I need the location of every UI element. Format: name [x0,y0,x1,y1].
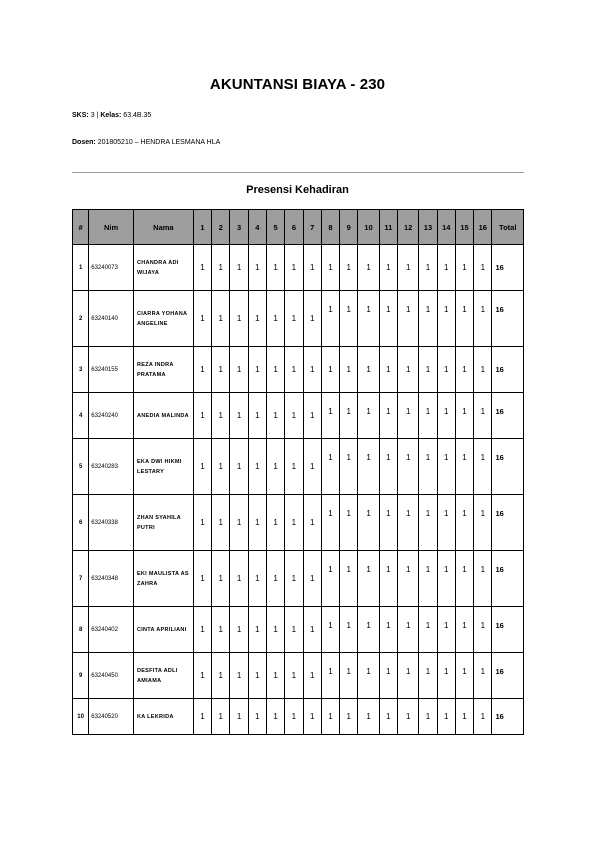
attendance-mark: 1 [340,393,358,439]
attendance-mark: 1 [437,653,455,699]
column-header: 3 [230,210,248,245]
attendance-mark: 1 [303,245,321,291]
attendance-mark: 1 [419,393,437,439]
table-row [73,551,524,607]
attendance-mark: 1 [212,607,230,653]
attendance-mark: 1 [248,439,266,495]
attendance-mark: 1 [321,439,339,495]
attendance-mark: 1 [437,393,455,439]
attendance-total: 16 [492,607,524,653]
attendance-mark: 1 [419,699,437,735]
attendance-mark: 1 [398,551,419,607]
student-nim: 63240450 [89,653,134,699]
attendance-mark: 1 [248,495,266,551]
attendance-mark: 1 [358,291,379,347]
attendance-mark: 1 [230,393,248,439]
attendance-mark: 1 [193,551,211,607]
kelas-label: Kelas: [100,112,122,119]
row-number: 6 [73,495,89,551]
attendance-mark: 1 [230,291,248,347]
column-header: 5 [266,210,284,245]
student-nim: 63240338 [89,495,134,551]
attendance-mark: 1 [303,291,321,347]
attendance-mark: 1 [419,653,437,699]
attendance-mark: 1 [266,245,284,291]
attendance-mark: 1 [266,699,284,735]
attendance-mark: 1 [340,607,358,653]
attendance-mark: 1 [379,347,397,393]
attendance-mark: 1 [455,439,473,495]
column-header: 12 [398,210,419,245]
column-header: 11 [379,210,397,245]
attendance-mark: 1 [379,245,397,291]
attendance-mark: 1 [437,245,455,291]
attendance-mark: 1 [474,393,492,439]
attendance-mark: 1 [321,347,339,393]
attendance-mark: 1 [321,495,339,551]
attendance-mark: 1 [321,291,339,347]
attendance-mark: 1 [455,393,473,439]
attendance-mark: 1 [358,699,379,735]
attendance-mark: 1 [266,393,284,439]
attendance-mark: 1 [212,347,230,393]
attendance-mark: 1 [474,439,492,495]
attendance-mark: 1 [419,291,437,347]
attendance-mark: 1 [266,291,284,347]
attendance-mark: 1 [398,653,419,699]
attendance-mark: 1 [340,245,358,291]
attendance-mark: 1 [398,245,419,291]
attendance-mark: 1 [212,291,230,347]
attendance-mark: 1 [193,245,211,291]
attendance-mark: 1 [285,551,303,607]
column-header: 8 [321,210,339,245]
attendance-mark: 1 [248,551,266,607]
attendance-mark: 1 [285,291,303,347]
attendance-mark: 1 [340,551,358,607]
attendance-mark: 1 [303,607,321,653]
row-number: 1 [73,245,89,291]
attendance-mark: 1 [379,291,397,347]
attendance-mark: 1 [398,347,419,393]
attendance-mark: 1 [230,653,248,699]
table-row [73,439,524,495]
attendance-mark: 1 [358,551,379,607]
attendance-total: 16 [492,439,524,495]
attendance-mark: 1 [303,653,321,699]
attendance-mark: 1 [437,699,455,735]
attendance-mark: 1 [230,495,248,551]
attendance-mark: 1 [230,439,248,495]
student-name: DESFITA ADLI AMIAMA [133,653,193,699]
attendance-mark: 1 [193,653,211,699]
attendance-mark: 1 [398,439,419,495]
student-nim: 63240140 [89,291,134,347]
attendance-mark: 1 [358,439,379,495]
lecturer-info [72,139,220,146]
student-nim: 63240073 [89,245,134,291]
attendance-mark: 1 [321,245,339,291]
student-name: CIARRA YOHANA ANGELINE [133,291,193,347]
attendance-mark: 1 [398,607,419,653]
column-header: 9 [340,210,358,245]
attendance-mark: 1 [455,245,473,291]
attendance-mark: 1 [340,653,358,699]
attendance-mark: 1 [212,699,230,735]
attendance-mark: 1 [230,347,248,393]
table-row [73,495,524,551]
course-title: AKUNTANSI BIAYA - 230 [209,76,386,93]
attendance-mark: 1 [285,495,303,551]
dosen-label: Dosen: [72,139,96,146]
attendance-mark: 1 [358,607,379,653]
attendance-mark: 1 [303,551,321,607]
attendance-mark: 1 [193,347,211,393]
row-number: 10 [73,699,89,735]
attendance-mark: 1 [437,439,455,495]
attendance-mark: 1 [419,551,437,607]
attendance-mark: 1 [285,607,303,653]
attendance-mark: 1 [419,607,437,653]
table-row [73,699,524,735]
attendance-mark: 1 [340,495,358,551]
attendance-mark: 1 [340,347,358,393]
student-nim: 63240240 [89,393,134,439]
attendance-total: 16 [492,291,524,347]
table-row [73,607,524,653]
attendance-mark: 1 [455,653,473,699]
attendance-mark: 1 [193,439,211,495]
column-header: 13 [419,210,437,245]
attendance-mark: 1 [474,495,492,551]
student-nim: 63240283 [89,439,134,495]
student-name: CHANDRA ADI WIJAYA [133,245,193,291]
attendance-mark: 1 [340,291,358,347]
attendance-mark: 1 [285,393,303,439]
attendance-mark: 1 [455,699,473,735]
attendance-mark: 1 [303,699,321,735]
attendance-mark: 1 [474,653,492,699]
attendance-mark: 1 [248,653,266,699]
attendance-mark: 1 [379,495,397,551]
attendance-mark: 1 [248,607,266,653]
attendance-mark: 1 [230,245,248,291]
attendance-mark: 1 [455,551,473,607]
attendance-mark: 1 [474,551,492,607]
row-number: 8 [73,607,89,653]
column-header: 7 [303,210,321,245]
attendance-mark: 1 [437,291,455,347]
attendance-mark: 1 [358,347,379,393]
attendance-total: 16 [492,551,524,607]
attendance-mark: 1 [379,607,397,653]
attendance-mark: 1 [321,393,339,439]
attendance-mark: 1 [212,653,230,699]
column-header: 15 [455,210,473,245]
column-header: 14 [437,210,455,245]
table-row [73,347,524,393]
attendance-mark: 1 [266,551,284,607]
attendance-mark: 1 [285,653,303,699]
attendance-mark: 1 [455,607,473,653]
attendance-mark: 1 [379,393,397,439]
student-nim: 63240402 [89,607,134,653]
attendance-mark: 1 [285,347,303,393]
attendance-mark: 1 [212,495,230,551]
attendance-mark: 1 [358,495,379,551]
attendance-mark: 1 [398,291,419,347]
attendance-mark: 1 [358,393,379,439]
attendance-mark: 1 [398,699,419,735]
dosen-value: 201805210 – HENDRA LESMANA HLA [97,139,221,146]
attendance-mark: 1 [419,347,437,393]
attendance-mark: 1 [321,699,339,735]
attendance-mark: 1 [193,495,211,551]
column-header: Total [492,210,524,245]
attendance-mark: 1 [437,347,455,393]
row-number: 4 [73,393,89,439]
attendance-mark: 1 [248,393,266,439]
attendance-mark: 1 [266,653,284,699]
student-nim: 63240520 [89,699,134,735]
sks-label: SKS: [72,112,89,119]
attendance-mark: 1 [248,291,266,347]
column-header: Nim [89,210,134,245]
student-name: ZHAN SYAHILA PUTRI [133,495,193,551]
attendance-total: 16 [492,653,524,699]
table-header-row [73,210,524,245]
student-nim: 63240155 [89,347,134,393]
table-row [73,291,524,347]
column-header: 10 [358,210,379,245]
attendance-mark: 1 [212,551,230,607]
attendance-mark: 1 [379,653,397,699]
column-header: 1 [193,210,211,245]
attendance-mark: 1 [455,347,473,393]
student-nim: 63240348 [89,551,134,607]
attendance-mark: 1 [474,607,492,653]
attendance-total: 16 [492,393,524,439]
attendance-mark: 1 [398,495,419,551]
attendance-mark: 1 [285,245,303,291]
row-number: 3 [73,347,89,393]
attendance-mark: 1 [212,245,230,291]
attendance-mark: 1 [321,653,339,699]
attendance-mark: 1 [455,495,473,551]
attendance-total: 16 [492,495,524,551]
attendance-mark: 1 [379,551,397,607]
attendance-mark: 1 [212,393,230,439]
attendance-mark: 1 [474,245,492,291]
attendance-mark: 1 [230,551,248,607]
sks-value: 3 [90,112,95,119]
attendance-total: 16 [492,245,524,291]
student-name: CINTA APRILIANI [133,607,193,653]
attendance-mark: 1 [358,245,379,291]
attendance-mark: 1 [340,439,358,495]
attendance-mark: 1 [193,291,211,347]
course-info [72,112,151,119]
attendance-mark: 1 [285,439,303,495]
attendance-mark: 1 [212,439,230,495]
student-name: ANEDIA MALINDA [133,393,193,439]
attendance-mark: 1 [248,347,266,393]
column-header: # [73,210,89,245]
student-name: REZA INDRA PRATAMA [133,347,193,393]
attendance-mark: 1 [379,699,397,735]
meta-separator: | [96,112,99,119]
student-name: EKA DWI HIKMI LESTARY [133,439,193,495]
divider [72,172,524,173]
attendance-mark: 1 [303,495,321,551]
attendance-mark: 1 [340,699,358,735]
table-row [73,653,524,699]
attendance-mark: 1 [266,347,284,393]
attendance-mark: 1 [230,607,248,653]
attendance-mark: 1 [358,653,379,699]
attendance-table [72,209,524,735]
student-name: EKI MAULISTA AS ZAHRA [133,551,193,607]
attendance-mark: 1 [266,495,284,551]
row-number: 7 [73,551,89,607]
attendance-mark: 1 [248,245,266,291]
attendance-mark: 1 [474,291,492,347]
attendance-mark: 1 [419,439,437,495]
column-header: 2 [212,210,230,245]
attendance-mark: 1 [193,393,211,439]
column-header: 4 [248,210,266,245]
attendance-mark: 1 [266,439,284,495]
attendance-mark: 1 [248,699,266,735]
attendance-mark: 1 [193,699,211,735]
row-number: 2 [73,291,89,347]
attendance-mark: 1 [193,607,211,653]
attendance-mark: 1 [321,551,339,607]
attendance-mark: 1 [303,347,321,393]
student-name: KA LEKRIDA [133,699,193,735]
attendance-total: 16 [492,347,524,393]
section-title: Presensi Kehadiran [246,184,349,196]
attendance-mark: 1 [437,551,455,607]
table-row [73,393,524,439]
attendance-mark: 1 [230,699,248,735]
attendance-mark: 1 [474,347,492,393]
column-header: Nama [133,210,193,245]
kelas-value: 63.4B.35 [123,112,152,119]
attendance-total: 16 [492,699,524,735]
attendance-mark: 1 [303,439,321,495]
attendance-mark: 1 [285,699,303,735]
column-header: 6 [285,210,303,245]
attendance-mark: 1 [321,607,339,653]
table-row [73,245,524,291]
attendance-mark: 1 [474,699,492,735]
attendance-mark: 1 [379,439,397,495]
attendance-mark: 1 [455,291,473,347]
column-header: 16 [474,210,492,245]
row-number: 9 [73,653,89,699]
attendance-mark: 1 [266,607,284,653]
attendance-mark: 1 [419,245,437,291]
attendance-mark: 1 [419,495,437,551]
table-body [73,245,524,735]
attendance-mark: 1 [437,607,455,653]
row-number: 5 [73,439,89,495]
attendance-mark: 1 [398,393,419,439]
attendance-mark: 1 [303,393,321,439]
attendance-mark: 1 [437,495,455,551]
